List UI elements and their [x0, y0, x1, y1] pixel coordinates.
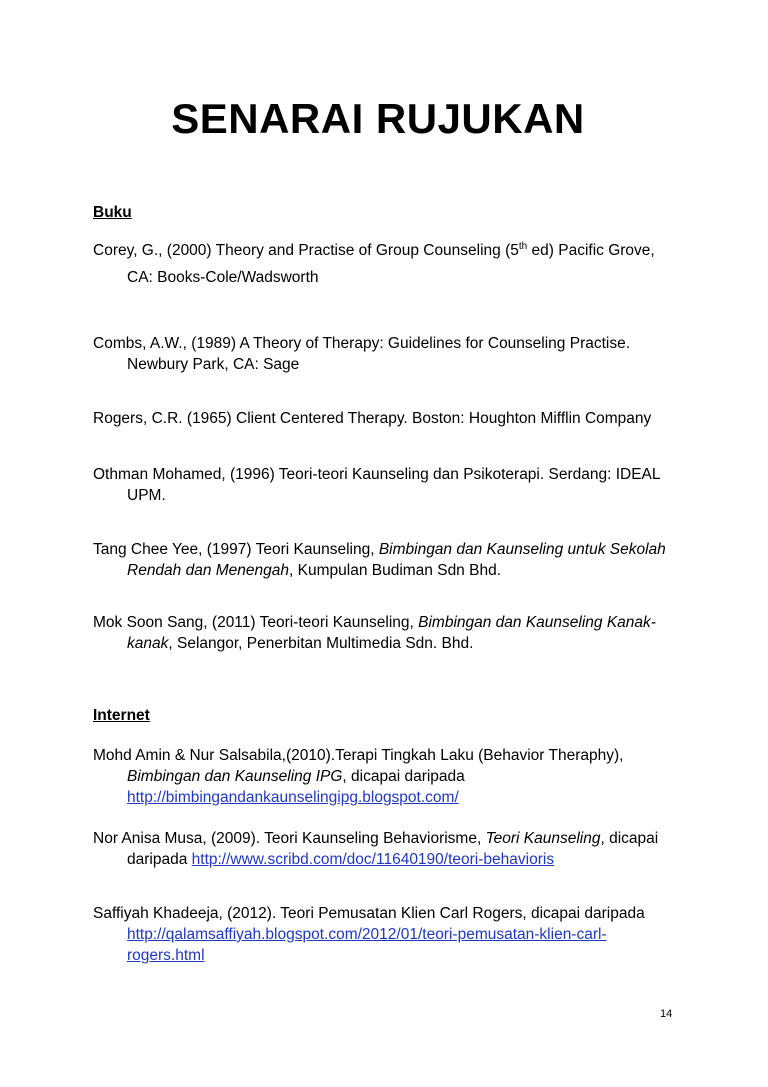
reference-line — [93, 787, 693, 808]
reference-mohd-amin — [93, 745, 693, 808]
reference-line: Tang Chee Yee, (1997) Teori Kaunseling, Bimbingan dan Kaunseling untuk Sekolah — [93, 541, 666, 558]
reference-line: Newbury Park, CA: Sage — [127, 356, 300, 373]
section-heading-internet: Internet — [93, 707, 150, 724]
reference-line: Mohd Amin & Nur Salsabila,(2010).Terapi Tingkah Laku (Behavior Theraphy), — [93, 747, 624, 764]
reference-line: Saffiyah Khadeeja, (2012). Teori Pemusatan Klien Carl Rogers, dicapai daripada — [93, 905, 645, 922]
reference-line: daripada http://www.scribd.com/doc/11640190/teori-behavioris — [127, 851, 555, 868]
reference-saffiyah — [93, 903, 693, 966]
reference-line: CA: Books-Cole/Wadsworth — [127, 269, 319, 286]
reference-line: Mok Soon Sang, (2011) Teori-teori Kaunseling, Bimbingan dan Kaunseling Kanak- — [93, 614, 656, 631]
reference-link[interactable]: http://www.scribd.com/doc/11640190/teori-behavioris — [191, 851, 555, 868]
reference-corey — [93, 240, 693, 288]
reference-link[interactable]: http://bimbingandankaunselingipg.blogspot.com/ — [127, 789, 459, 806]
reference-line: Corey, G., (2000) Theory and Practise of Group Counseling (5th ed) Pacific Grove, — [93, 240, 655, 259]
reference-rogers — [93, 408, 693, 429]
page-title: SENARAI RUJUKAN — [171, 95, 585, 142]
reference-line — [93, 924, 693, 945]
reference-tang — [93, 539, 693, 581]
reference-combs — [93, 333, 693, 375]
reference-mok — [93, 612, 693, 654]
reference-nor-anisa — [93, 828, 693, 870]
reference-othman — [93, 464, 693, 506]
reference-line: Nor Anisa Musa, (2009). Teori Kaunseling Behaviorisme, Teori Kaunseling, dicapai — [93, 830, 659, 847]
reference-line: Rogers, C.R. (1965) Client Centered Therapy. Boston: Houghton Mifflin Company — [93, 410, 652, 427]
reference-line: Combs, A.W., (1989) A Theory of Therapy: Guidelines for Counseling Practise. — [93, 335, 631, 352]
reference-link[interactable]: rogers.html — [127, 947, 205, 964]
section-heading-books: Buku — [93, 204, 132, 221]
reference-line — [93, 945, 693, 966]
reference-line: UPM. — [127, 487, 166, 504]
reference-link[interactable]: http://qalamsaffiyah.blogspot.com/2012/01/teori-pemusatan-klien-carl- — [127, 926, 607, 943]
reference-line: Othman Mohamed, (1996) Teori-teori Kaunseling dan Psikoterapi. Serdang: IDEAL — [93, 466, 661, 483]
page-number: 14 — [660, 1008, 673, 1020]
reference-line: Rendah dan Menengah, Kumpulan Budiman Sdn Bhd. — [127, 562, 501, 579]
reference-line: Bimbingan dan Kaunseling IPG, dicapai daripada — [127, 768, 465, 785]
reference-line: kanak, Selangor, Penerbitan Multimedia Sdn. Bhd. — [127, 635, 474, 652]
